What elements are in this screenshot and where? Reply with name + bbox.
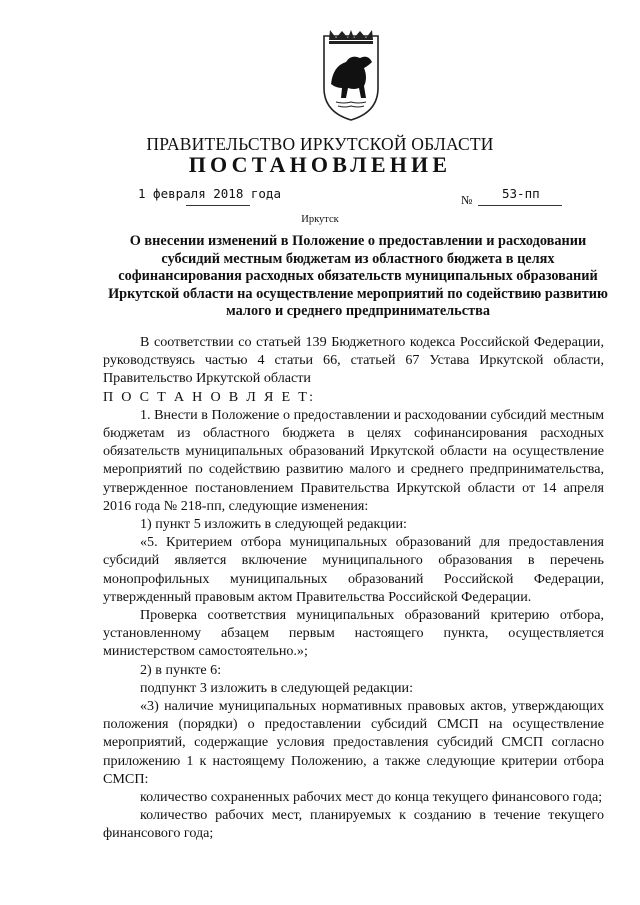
paragraph-2: 1) пункт 5 изложить в следующей редакции: [140,516,407,533]
paragraph-9: количество рабочих мест, планируемых к созданию в течение текущего финансового года; [103,807,604,842]
intro-paragraph: В соответствии со статьей 139 Бюджетного кодекса Российской Федерации, руководствуясь частью 4 статьи 66, статьей 67 Устава Иркутской области, Правительство Иркутской области [103,334,604,387]
document-number: 53-пп [502,186,540,201]
paragraph-1: 1. Внести в Положение о предоставлении и расходовании субсидий местным бюджетам из областного бюджета в целях софинансирования расходных обязательств муниципальных образований Иркутской области на осуществление мероприятий по содействию развитию малого и среднего предпринимательства, утвержденное постановлением Правительства Иркутской области от 14 апреля 2016 года № 218-пп, следующие изменения: [103,406,604,514]
document-date: 1 февраля 2018 года [138,186,281,201]
coat-of-arms-icon [318,28,384,122]
document-type: ПОСТАНОВЛЕНИЕ [188,152,452,177]
document-body [103,333,604,843]
number-underline [478,205,562,206]
document-title: О внесении изменений в Положение о предоставлении и расходовании субсидий местным бюджетам из областного бюджета в целях софинансирования расходных обязательств муниципальных образований Иркутской области на осуществление мероприятий по содействию развитию малого и среднего предпринимательства [108,233,608,319]
government-name: ПРАВИТЕЛЬСТВО ИРКУТСКОЙ ОБЛАСТИ [146,134,494,154]
paragraph-4: Проверка соответствия муниципальных образований критерию отбора, установленному абзацем первым настоящего пункта, осуществляется министерством самостоятельно.»; [103,607,604,660]
number-sign: № [461,193,473,207]
date-underline [186,205,250,206]
paragraph-6: подпункт 3 изложить в следующей редакции: [140,679,414,696]
paragraph-5: 2) в пункте 6: [140,661,222,678]
decree-word: П О С Т А Н О В Л Я Е Т: [103,388,316,405]
paragraph-8: количество сохраненных рабочих мест до конца текущего финансового года; [140,789,603,806]
paragraph-7: «3) наличие муниципальных нормативных правовых актов, утверждающих положения (порядки) о предоставлении субсидий СМСП на осуществление мероприятий, содержащие условия предоставления субсидий СМСП согласно приложению 1 к настоящему Положению, а также следующие критерии отбора СМСП: [103,698,604,787]
city-name: Иркутск [301,214,339,225]
paragraph-3: «5. Критерием отбора муниципальных образований для предоставления субсидий является включение муниципального образования в перечень монопрофильных муниципальных образований Российской Федерации, утвержденный правовым актом Правительства Российской Федерации. [103,534,604,605]
